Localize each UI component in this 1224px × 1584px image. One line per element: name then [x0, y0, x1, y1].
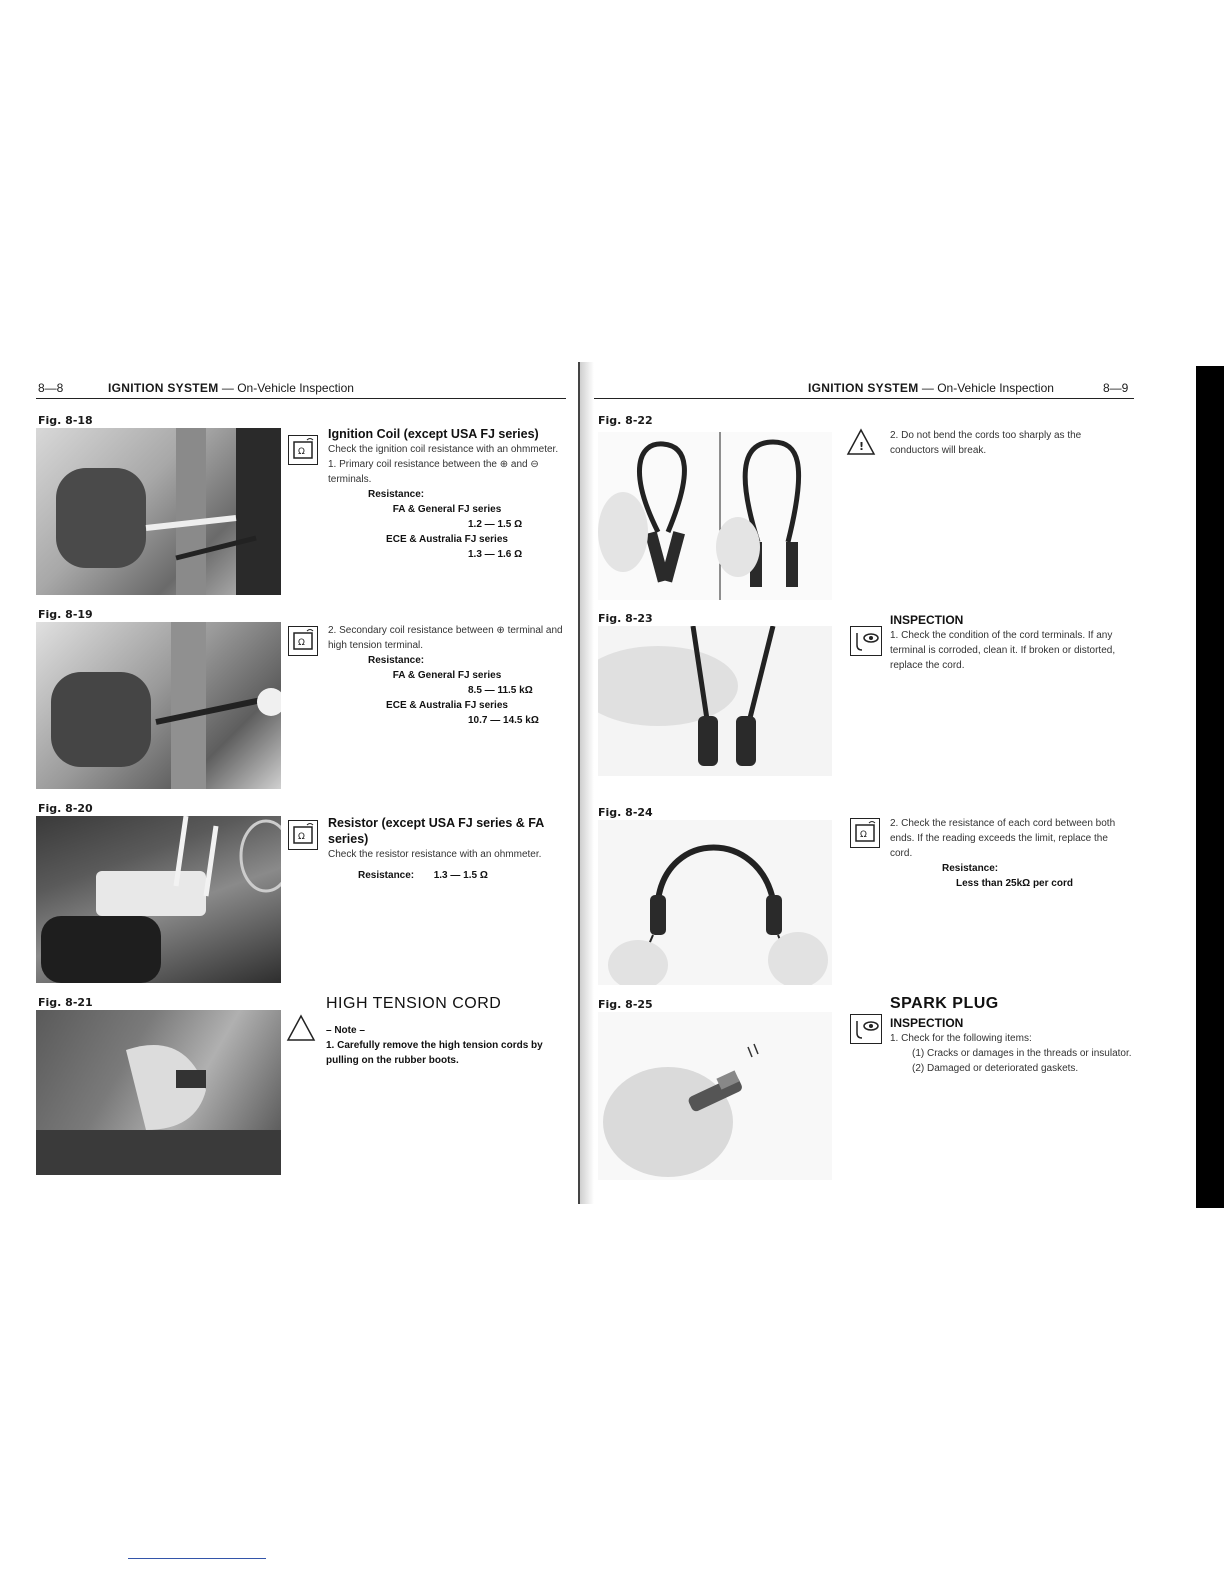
- secondary-ece-value: 10.7 — 14.5 kΩ: [468, 715, 539, 726]
- primary-ece-label: ECE & Australia FJ series: [386, 534, 508, 545]
- secondary-coil-step: 2. Secondary coil resistance between ⊕ terminal and high tension terminal.: [328, 625, 563, 651]
- caution-bend-text: 2. Do not bend the cords too sharply as the conductors will break.: [890, 430, 1082, 456]
- svg-text:Ω: Ω: [298, 638, 305, 648]
- ignition-coil-intro: Check the ignition coil resistance with an ohmmeter.: [328, 444, 559, 455]
- cord-terminal-check-icon: [598, 626, 832, 776]
- fig-8-19-label: Fig. 8-19: [38, 608, 93, 621]
- inspection-resistance-section: [890, 816, 1132, 891]
- high-tension-heading: HIGH TENSION CORD: [326, 995, 502, 1012]
- fig-8-22-label: Fig. 8-22: [598, 414, 653, 427]
- fig-8-21-photo: [36, 1010, 281, 1175]
- page-spine-shadow: [580, 362, 594, 1204]
- secondary-coil-photo-icon: [36, 622, 281, 789]
- spark-plug-section: [890, 996, 1132, 1076]
- fig-8-25-photo: [598, 1012, 832, 1180]
- spark-plug-item1: (1) Cracks or damages in the threads or insulator.: [912, 1048, 1132, 1059]
- secondary-resistance-label: Resistance:: [368, 655, 425, 666]
- ignition-coil-title: Ignition Coil (except USA FJ series): [328, 427, 539, 441]
- fig-8-21-label: Fig. 8-21: [38, 996, 93, 1009]
- scan-edge-shadow: [1196, 366, 1224, 1208]
- spark-plug-heading: SPARK PLUG: [890, 995, 999, 1012]
- inspection-terminals-section: [890, 612, 1132, 673]
- ohmmeter-icon: [288, 820, 318, 850]
- visual-inspection-icon: [850, 626, 882, 656]
- spark-plug-photo-icon: [598, 1012, 832, 1180]
- resistor-value: 1.3 — 1.5 Ω: [433, 870, 488, 881]
- spark-plug-inspection-heading: INSPECTION: [890, 1016, 964, 1030]
- svg-text:Ω: Ω: [860, 830, 867, 840]
- primary-ece-value: 1.3 — 1.6 Ω: [468, 549, 523, 560]
- fig-8-23-label: Fig. 8-23: [598, 612, 653, 625]
- primary-fa-label: FA & General FJ series: [392, 504, 502, 515]
- high-tension-note-label: – Note –: [326, 1025, 365, 1036]
- primary-coil-step: 1. Primary coil resistance between the ⊕ and ⊖ terminals.: [328, 459, 539, 485]
- cord-resistance-value: Less than 25kΩ per cord: [956, 878, 1073, 889]
- svg-text:!: !: [859, 440, 865, 453]
- cord-resistance-label: Resistance:: [942, 863, 999, 874]
- primary-resistance-label: Resistance:: [368, 489, 425, 500]
- high-tension-section: [326, 996, 566, 1068]
- fig-8-20-photo: [36, 816, 281, 983]
- spark-plug-item2: (2) Damaged or deteriorated gaskets.: [912, 1063, 1079, 1074]
- ohmmeter-icon: [288, 626, 318, 656]
- fig-8-25-label: Fig. 8-25: [598, 998, 653, 1011]
- fig-8-18-photo: [36, 428, 281, 595]
- left-page-number: 8—8: [38, 381, 64, 395]
- right-header-rule: [594, 398, 1134, 399]
- fig-8-24-photo: [598, 820, 832, 985]
- right-header-title: [808, 381, 1054, 395]
- fig-8-19-photo: [36, 622, 281, 789]
- secondary-ece-label: ECE & Australia FJ series: [386, 700, 508, 711]
- fig-8-24-label: Fig. 8-24: [598, 806, 653, 819]
- caution-triangle-icon: [286, 1014, 316, 1042]
- left-header-title-main: IGNITION SYSTEM: [108, 381, 219, 395]
- fig-8-22-photo: [598, 432, 832, 600]
- primary-fa-value: 1.2 — 1.5 Ω: [468, 519, 523, 530]
- resistor-title: Resistor (except USA FJ series & FA series): [328, 816, 544, 846]
- cord-resistance-check-icon: [598, 820, 832, 985]
- right-header-title-main: IGNITION SYSTEM: [808, 381, 919, 395]
- ohmmeter-icon: [288, 435, 318, 465]
- spark-plug-step1: 1. Check for the following items:: [890, 1033, 1032, 1044]
- high-tension-note-item: 1. Carefully remove the high tension cords by pulling on the rubber boots.: [326, 1040, 543, 1066]
- secondary-fa-value: 8.5 — 11.5 kΩ: [468, 685, 533, 696]
- ignition-coil-section: [328, 426, 566, 562]
- visual-inspection-icon: [850, 1014, 882, 1044]
- caution-triangle-icon: [846, 428, 876, 456]
- fig-8-20-label: Fig. 8-20: [38, 802, 93, 815]
- ignition-coil-photo-icon: [36, 428, 281, 595]
- resistor-section: [328, 815, 566, 883]
- inspection-terminals-text: 1. Check the condition of the cord terminals. If any terminal is corroded, clean it. If broken or distorted, replace the cord.: [890, 630, 1116, 671]
- resistor-resistance-label: Resistance:: [358, 870, 415, 881]
- ohmmeter-icon: [850, 818, 880, 848]
- left-header-subtitle: — On-Vehicle Inspection: [221, 381, 354, 395]
- right-header-subtitle: — On-Vehicle Inspection: [921, 381, 1054, 395]
- svg-text:Ω: Ω: [298, 832, 305, 842]
- fig-8-18-label: Fig. 8-18: [38, 414, 93, 427]
- right-page-number: 8—9: [1103, 381, 1129, 395]
- cord-removal-photo-icon: [36, 1010, 281, 1175]
- secondary-coil-section: [328, 623, 566, 728]
- resistor-photo-icon: [36, 816, 281, 983]
- left-header-rule: [36, 398, 566, 399]
- cord-bend-comparison-icon: [598, 432, 832, 600]
- left-header-title: [108, 381, 354, 395]
- resistor-intro: Check the resistor resistance with an ohmmeter.: [328, 849, 542, 860]
- inspection-heading: INSPECTION: [890, 613, 964, 627]
- footer-rule: [128, 1558, 266, 1559]
- secondary-fa-label: FA & General FJ series: [392, 670, 502, 681]
- fig-8-23-photo: [598, 626, 832, 776]
- svg-text:Ω: Ω: [298, 447, 305, 457]
- inspection-resistance-text: 2. Check the resistance of each cord between both ends. If the reading exceeds the limit, replace the cord.: [890, 818, 1116, 859]
